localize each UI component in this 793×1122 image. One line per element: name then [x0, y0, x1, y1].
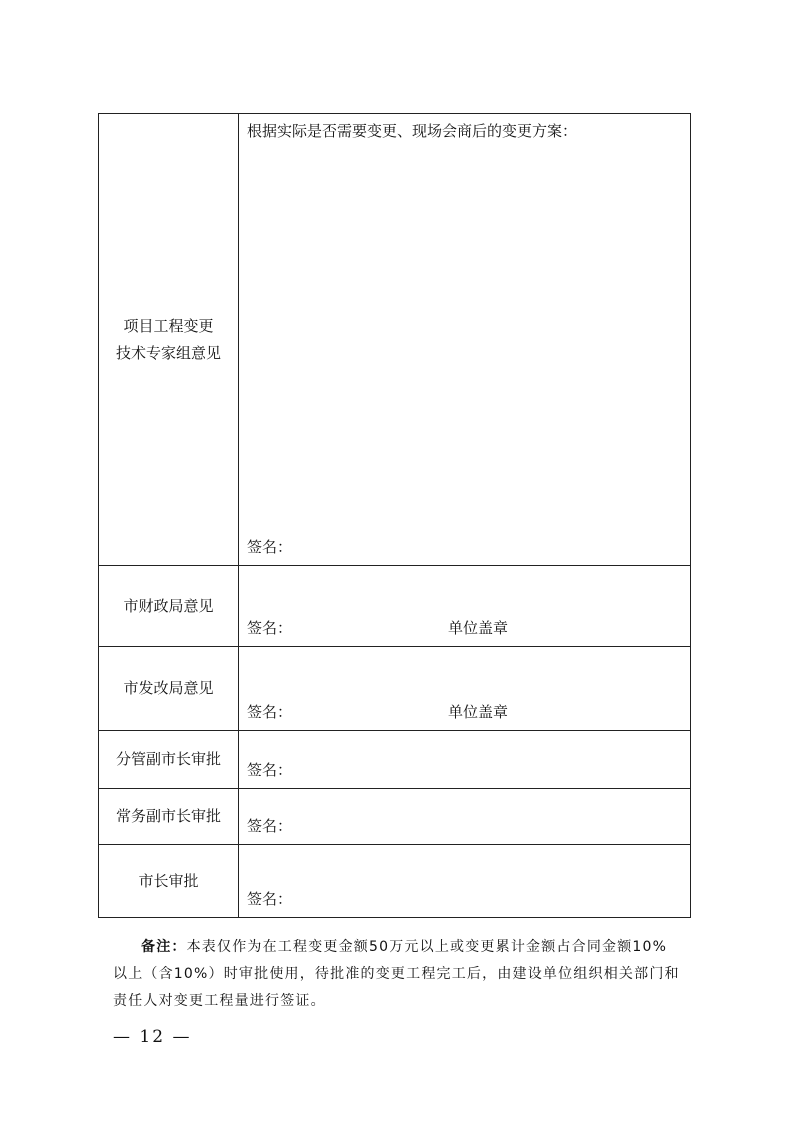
label-line: 项目工程变更 [123, 316, 214, 335]
expert-opinion-label [99, 114, 239, 566]
development-reform-bureau-label [99, 647, 239, 731]
note-line [113, 934, 691, 961]
approval-form-table [98, 113, 691, 918]
executive-deputy-mayor-approval-label [99, 789, 239, 845]
development-reform-bureau-field[interactable] [239, 647, 691, 731]
note-title: 备注： [141, 939, 187, 955]
finance-bureau-row [99, 566, 691, 647]
seal-label: 单位盖章 [448, 703, 509, 721]
page-number: — 12 — [113, 1027, 192, 1047]
signature-label: 签名： [247, 538, 293, 556]
finance-bureau-label [99, 566, 239, 647]
label-line: 市长审批 [138, 871, 199, 890]
executive-deputy-mayor-approval-row [99, 789, 691, 845]
expert-opinion-field[interactable] [239, 114, 691, 566]
label-line: 常务副市长审批 [115, 807, 221, 825]
label-line: 市发改局意见 [123, 679, 214, 697]
label-line: 技术专家组意见 [115, 343, 221, 362]
change-proposal-prompt: 根据实际是否需要变更、现场会商后的变更方案： [247, 122, 578, 140]
label-line: 市财政局意见 [123, 596, 214, 615]
development-reform-bureau-row [99, 647, 691, 731]
signature-label: 签名： [247, 761, 293, 779]
finance-bureau-field[interactable] [239, 566, 691, 647]
executive-deputy-mayor-approval-field[interactable] [239, 789, 691, 845]
signature-label: 签名： [247, 817, 293, 835]
signature-label: 签名： [247, 703, 293, 721]
deputy-mayor-approval-field[interactable] [239, 731, 691, 789]
expert-opinion-row [99, 114, 691, 566]
signature-label: 签名： [247, 890, 293, 908]
mayor-approval-field[interactable] [239, 845, 691, 918]
mayor-approval-label [99, 845, 239, 918]
note-text: 本表仅作为在工程变更金额50万元以上或变更累计金额占合同金额10% [186, 939, 668, 955]
seal-label: 单位盖章 [448, 619, 509, 637]
deputy-mayor-approval-row [99, 731, 691, 789]
remarks-note [113, 934, 691, 1015]
signature-label: 签名： [247, 619, 293, 637]
label-line: 分管副市长审批 [115, 750, 221, 768]
note-line: 以上（含10%）时审批使用，待批准的变更工程完工后，由建设单位组织相关部门和 [113, 966, 680, 982]
deputy-mayor-approval-label [99, 731, 239, 789]
mayor-approval-row [99, 845, 691, 918]
note-line: 责任人对变更工程量进行签证。 [113, 993, 326, 1009]
